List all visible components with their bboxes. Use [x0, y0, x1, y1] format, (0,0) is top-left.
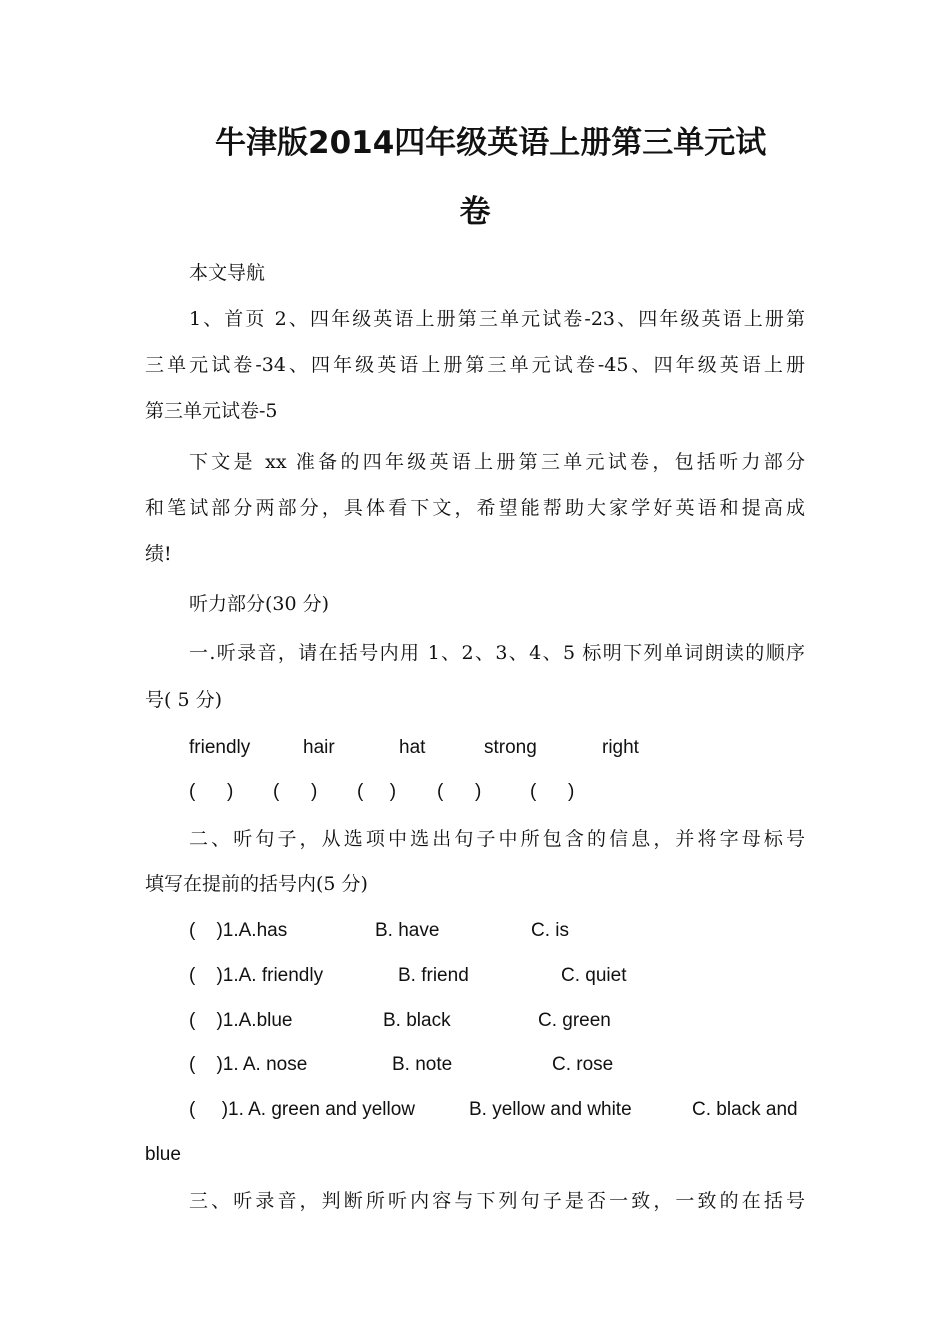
answer-bracket: ( ) — [189, 781, 234, 802]
question-stem: ( )1.A.has — [189, 920, 288, 941]
intro-line-2: 和笔试部分两部分，具体看下文，希望能帮助大家学好英语和提高成 — [145, 497, 805, 519]
option-b: B. note — [392, 1054, 453, 1075]
option-c: C. black and — [692, 1099, 798, 1120]
nav-line-2: 三单元试卷-34、四年级英语上册第三单元试卷-45、四年级英语上册 — [145, 354, 805, 376]
answer-bracket: ( ) — [437, 781, 482, 802]
question-stem: ( )1. A. nose — [189, 1054, 308, 1075]
option-c: C. quiet — [561, 965, 627, 986]
document-title-line-2: 卷 — [459, 194, 491, 230]
word-item: hat — [399, 737, 426, 758]
section3-instruction-line-1: 三、听录音，判断所听内容与下列句子是否一致，一致的在括号 — [189, 1190, 805, 1212]
option-b: B. have — [375, 920, 440, 941]
section1-instruction-line-2: 号( 5 分) — [145, 689, 222, 711]
question-stem: ( )1. A. green and yellow — [189, 1099, 416, 1120]
option-b: B. friend — [398, 965, 469, 986]
question-stem: ( )1.A. friendly — [189, 965, 324, 986]
option-c: C. rose — [552, 1054, 614, 1075]
option-b: B. yellow and white — [469, 1099, 632, 1120]
word-item: hair — [303, 737, 335, 758]
option-c: C. is — [531, 920, 569, 941]
section2-instruction-line-1: 二、听句子，从选项中选出句子中所包含的信息，并将字母标号 — [189, 828, 805, 850]
section1-instruction-line-1: 一.听录音，请在括号内用 1、2、3、4、5 标明下列单词朗读的顺序 — [189, 642, 805, 664]
document-title-line-1: 牛津版2014四年级英语上册第三单元试 — [215, 125, 767, 161]
option-c-continuation: blue — [145, 1144, 181, 1165]
word-item: strong — [484, 737, 537, 758]
question-stem: ( )1.A.blue — [189, 1010, 293, 1031]
intro-line-3: 绩! — [145, 543, 172, 565]
section2-instruction-line-2: 填写在提前的括号内(5 分) — [145, 873, 368, 895]
answer-bracket: ( ) — [357, 781, 397, 802]
answer-bracket: ( ) — [530, 781, 575, 802]
word-item: right — [602, 737, 639, 758]
intro-line-1: 下文是 xx 准备的四年级英语上册第三单元试卷，包括听力部分 — [189, 451, 805, 473]
nav-line-3: 第三单元试卷-5 — [145, 400, 278, 422]
nav-line-1: 1、首页 2、四年级英语上册第三单元试卷-23、四年级英语上册第 — [189, 308, 805, 330]
option-b: B. black — [383, 1010, 451, 1031]
answer-bracket: ( ) — [273, 781, 318, 802]
listening-header: 听力部分(30 分) — [189, 593, 330, 615]
nav-heading: 本文导航 — [189, 262, 266, 284]
word-item: friendly — [189, 737, 251, 758]
option-c: C. green — [538, 1010, 611, 1031]
